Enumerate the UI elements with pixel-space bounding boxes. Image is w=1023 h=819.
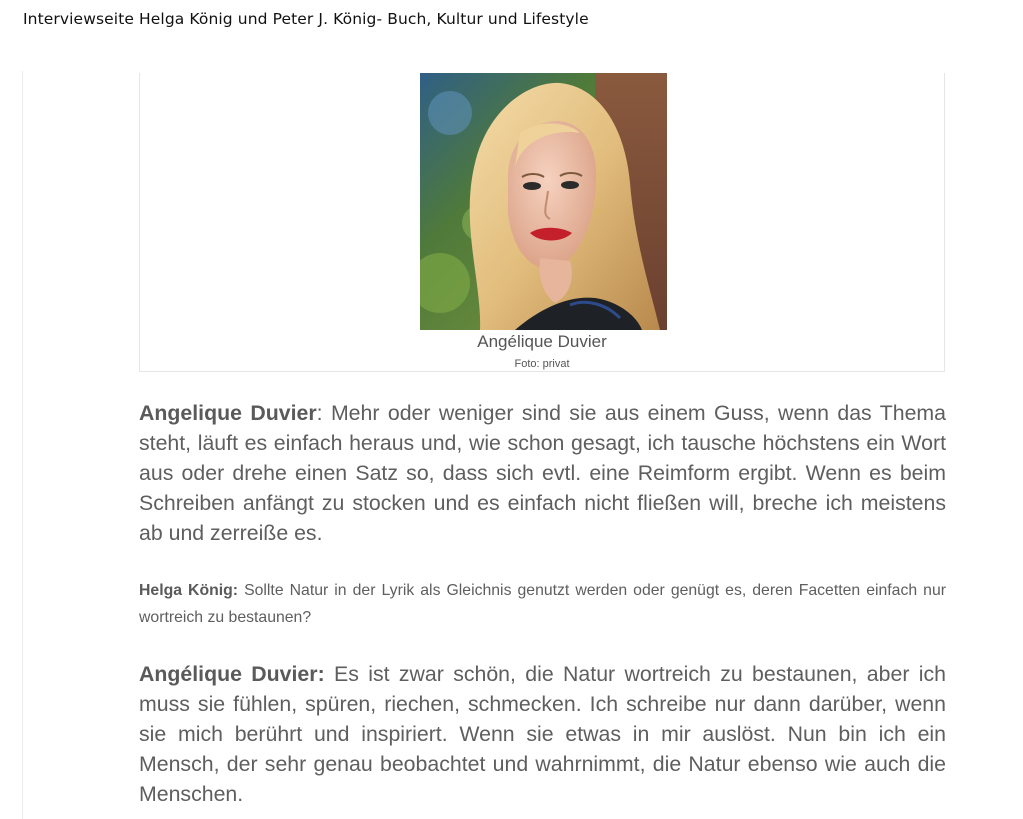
answer-text: Mehr oder weniger sind sie aus einem Guss, wenn das Thema steht, läuft es einfach heraus und, wie schon gesagt, ich tausche höchstens ein Wort aus oder drehe einen Satz so, dass sich evtl. eine Reimform ergibt. Wenn es beim Schreiben anfängt zu stocken und es einfach nicht fließen will, breche ich meistens ab und zerreiße es.	[139, 401, 946, 545]
question-text: Sollte Natur in der Lyrik als Gleichnis genutzt werden oder genügt es, deren Facetten einfach nur wortreich zu bestaunen?	[139, 582, 946, 626]
answer-text: Es ist zwar schön, die Natur wortreich zu bestaunen, aber ich muss sie fühlen, spüren, riechen, schmecken. Ich schreibe nur dann darüber, wenn sie mich berührt und inspiriert. Wenn sie etwas in mir auslöst. Nun bin ich ein Mensch, der sehr genau beobachtet und wahrnimmt, die Natur ebenso wie auch die Menschen.	[139, 662, 946, 806]
question-paragraph	[139, 577, 946, 631]
speaker-name: Angélique Duvier:	[139, 662, 325, 686]
content-border	[22, 71, 23, 819]
portrait-image	[420, 73, 667, 330]
speaker-separator: :	[316, 401, 331, 425]
answer-paragraph	[139, 659, 946, 809]
site-title[interactable]: Interviewseite Helga König und Peter J. König- Buch, Kultur und Lifestyle	[23, 10, 589, 28]
answer-paragraph	[139, 398, 946, 548]
photo-credit: Foto: privat	[514, 358, 570, 370]
speaker-name: Angelique Duvier	[139, 401, 317, 425]
image-caption: Angélique Duvier	[477, 332, 607, 351]
speaker-separator	[325, 662, 334, 686]
speaker-name: Helga König:	[139, 582, 239, 599]
